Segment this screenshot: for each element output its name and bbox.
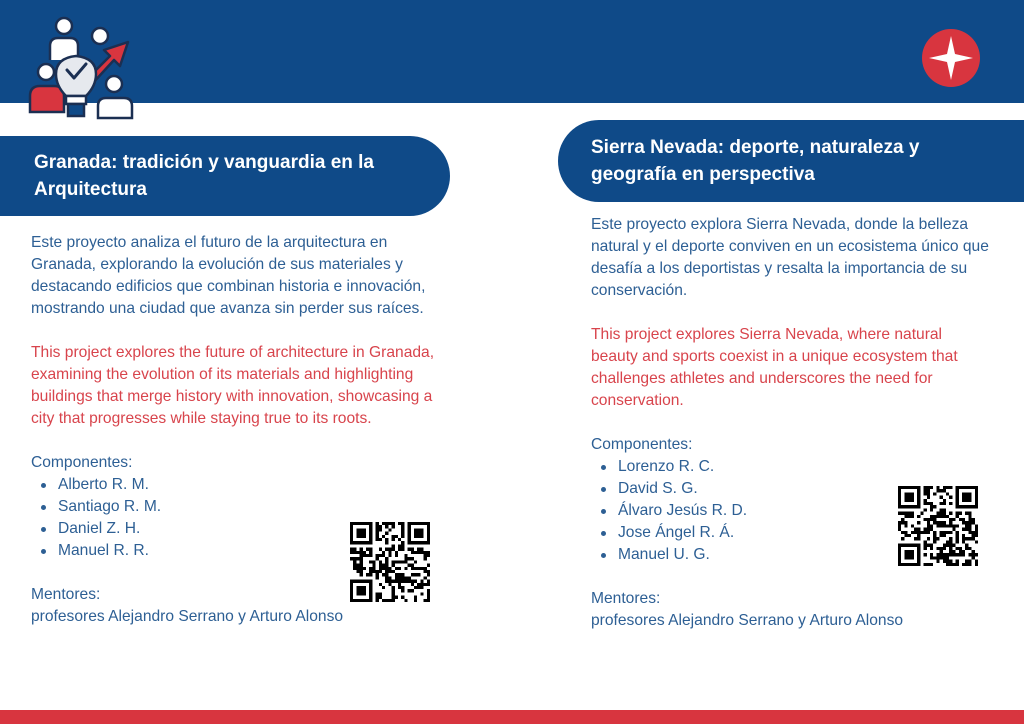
list-item: Santiago R. M. — [31, 496, 451, 518]
top-banner — [0, 0, 1024, 103]
left-mentors-names: profesores Alejandro Serrano y Arturo Alonso — [31, 608, 344, 625]
bottom-banner — [0, 710, 1024, 724]
left-description-en: This project explores the future of architecture in Granada, examining the evolution of its materials and highlighting buildings that merge history with innovation, showcasing a city that progresses while staying true to its roots. — [31, 344, 435, 427]
list-item: Manuel R. R. — [31, 540, 451, 562]
right-qr-code-icon[interactable] — [898, 486, 978, 566]
list-item: Lorenzo R. C. — [591, 456, 991, 478]
left-project-title: Granada: tradición y vanguardia en la Arquitectura — [0, 136, 450, 216]
list-item: Manuel U. G. — [591, 544, 991, 566]
left-qr-code-icon[interactable] — [350, 522, 430, 602]
team-lightbulb-logo-icon — [28, 14, 136, 120]
right-mentors-label: Mentores: — [591, 590, 661, 607]
right-components-label: Componentes: — [591, 436, 693, 453]
list-item: Álvaro Jesús R. D. — [591, 500, 991, 522]
right-project-column — [591, 214, 991, 632]
list-item: Daniel Z. H. — [31, 518, 451, 540]
right-description-es: Este proyecto explora Sierra Nevada, donde la belleza natural y el deporte conviven en un ecosistema único que desafía a los deportistas y resalta la importancia de su conservación. — [591, 216, 989, 299]
star-badge-icon — [922, 29, 980, 87]
list-item: Jose Ángel R. Á. — [591, 522, 991, 544]
list-item: Alberto R. M. — [31, 474, 451, 496]
right-project-title: Sierra Nevada: deporte, naturaleza y geografía en perspectiva — [558, 120, 1024, 202]
left-components-label: Componentes: — [31, 454, 133, 471]
list-item: David S. G. — [591, 478, 991, 500]
left-description-es: Este proyecto analiza el futuro de la arquitectura en Granada, explorando la evolución de sus materiales y destacando edificios que combinan historia e innovación, mostrando una ciudad que avanza sin perder sus raíces. — [31, 234, 426, 317]
right-description-en: This project explores Sierra Nevada, where natural beauty and sports coexist in a unique ecosystem that challenges athletes and underscores the need for conservation. — [591, 326, 958, 409]
right-mentors-names: profesores Alejandro Serrano y Arturo Alonso — [591, 612, 904, 629]
left-mentors-label: Mentores: — [31, 586, 101, 603]
